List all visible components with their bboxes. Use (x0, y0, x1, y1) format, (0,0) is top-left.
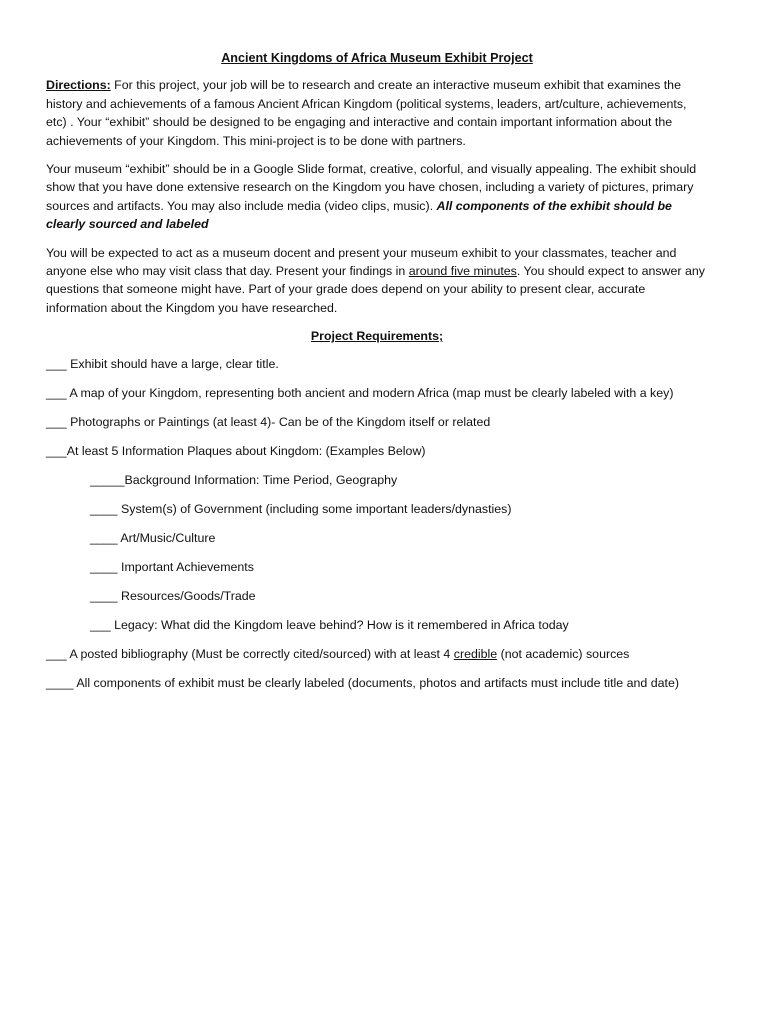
requirement-text: Photographs or Paintings (at least 4)- Can be of the Kingdom itself or related (66, 414, 491, 429)
requirement-text: Exhibit should have a large, clear title. (66, 356, 279, 371)
sub-requirement-text: Art/Music/Culture (117, 530, 216, 545)
format-text: Your museum “exhibit” should be in a Google Slide format, creative, colorful, and visually appealing. The exhibit should show that you have done extensive research on the Kingdom you have chosen, including a variety of pictures, primary sources and artifacts. You may also include media (video clips, music). (46, 162, 697, 213)
sub-requirement-item (46, 558, 708, 587)
labels-requirement (46, 674, 708, 703)
checkbox-blank: ___ (46, 646, 67, 661)
checkbox-blank: ____ (46, 675, 74, 690)
directions-paragraph (46, 76, 708, 150)
requirement-item (46, 442, 708, 471)
checkbox-blank: _____ (90, 472, 125, 487)
presentation-text-after: . You should expect to answer any questions that someone might have. Part of your grade does depend on your ability to present clear, accurate information about the Kingdom you have researched. (46, 264, 705, 315)
sub-requirement-text: Background Information: Time Period, Geography (124, 472, 398, 487)
format-paragraph (46, 160, 708, 234)
sub-requirement-item (46, 500, 708, 529)
sub-requirement-text: Resources/Goods/Trade (117, 588, 256, 603)
checkbox-blank: ___ (46, 356, 67, 371)
sub-requirement-text: System(s) of Government (including some important leaders/dynasties) (117, 501, 512, 516)
directions-label: Directions: (46, 78, 111, 93)
sub-requirement-item (46, 587, 708, 616)
directions-text: For this project, your job will be to research and create an interactive museum exhibit that examines the history and achievements of a famous Ancient African Kingdom (political systems, leaders, art/culture, achievements, etc) . Your “exhibit” should be designed to be engaging and interactive and contain important information about the achievements of your Kingdom. This mini-project is to be done with partners. (46, 78, 687, 148)
bibliography-requirement (46, 645, 708, 674)
requirement-item (46, 355, 708, 384)
checkbox-blank: ____ (90, 588, 118, 603)
document-title: Ancient Kingdoms of Africa Museum Exhibit Project (221, 51, 533, 65)
sub-requirement-item (46, 616, 708, 645)
presentation-text-before: You will be expected to act as a museum docent and present your museum exhibit to your classmates, teacher and anyone else who may visit class that day. Present your findings in (46, 245, 677, 279)
sub-requirement-text: Important Achievements (117, 559, 254, 574)
credible-word: credible (453, 646, 498, 661)
requirement-item (46, 413, 708, 442)
presentation-time: around five minutes (408, 264, 517, 279)
sub-requirement-text: Legacy: What did the Kingdom leave behind? How is it remembered in Africa today (110, 617, 569, 632)
checkbox-blank: ___ (46, 443, 67, 458)
checkbox-blank: ___ (46, 414, 67, 429)
checkbox-blank: ____ (90, 559, 118, 574)
checkbox-blank: ___ (90, 617, 111, 632)
checkbox-blank: ____ (90, 530, 118, 545)
sub-requirement-item (46, 471, 708, 500)
labels-text: All components of exhibit must be clearly labeled (documents, photos and artifacts must include title and date) (73, 675, 679, 690)
requirement-text: A map of your Kingdom, representing both ancient and modern Africa (map must be clearly labeled with a key) (66, 385, 674, 400)
checkbox-blank: ___ (46, 385, 67, 400)
requirement-item (46, 384, 708, 413)
format-emphasis: All components of the exhibit should be clearly sourced and labeled (46, 198, 672, 232)
bibliography-text-before: A posted bibliography (Must be correctly cited/sourced) with at least 4 (66, 646, 454, 661)
sub-requirement-item (46, 529, 708, 558)
requirement-text: At least 5 Information Plaques about Kingdom: (Examples Below) (66, 443, 426, 458)
checkbox-blank: ____ (90, 501, 118, 516)
bibliography-text-after: (not academic) sources (497, 646, 630, 661)
presentation-paragraph (46, 244, 708, 318)
requirements-heading: Project Requirements; (310, 329, 444, 344)
